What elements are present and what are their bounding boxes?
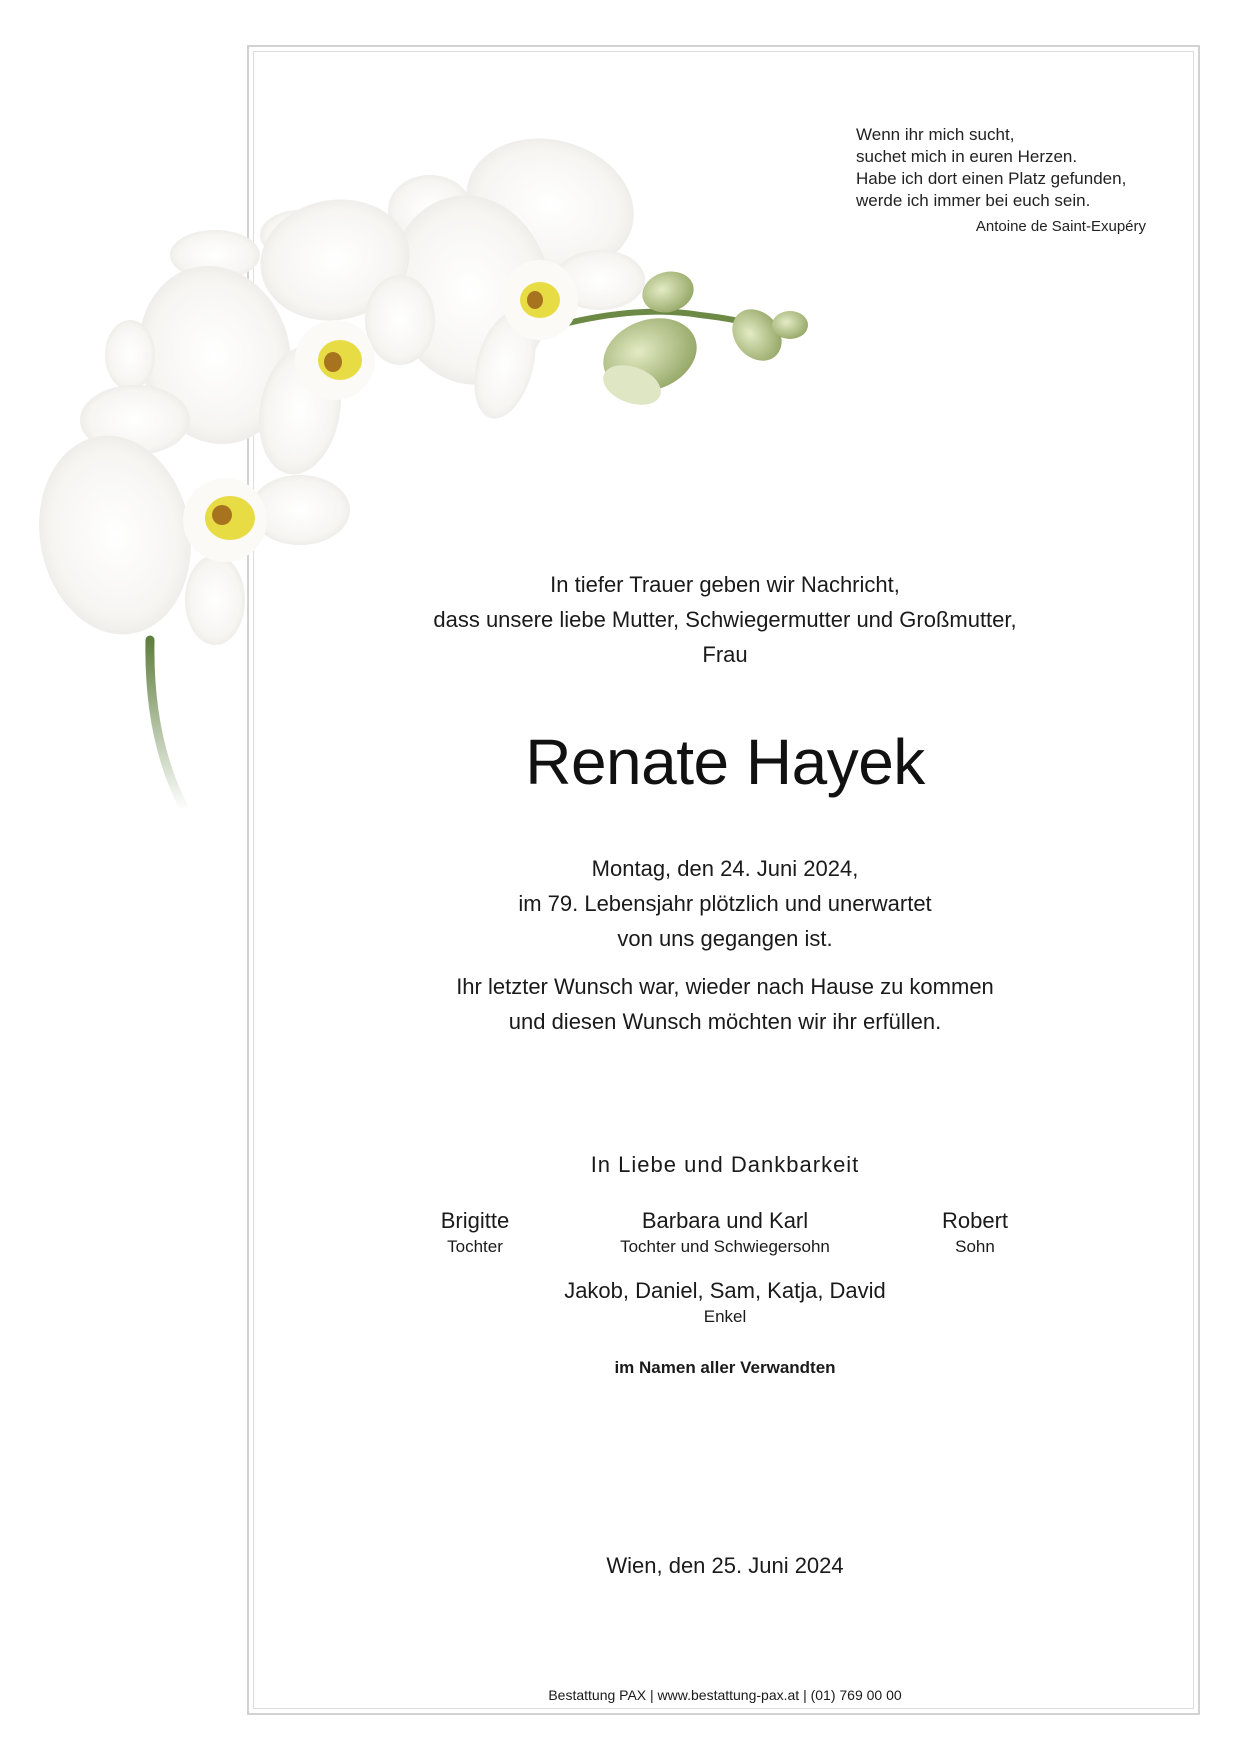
orchid-image	[0, 0, 830, 830]
footer-contact: Bestattung PAX | www.bestattung-pax.at | (01) 769 00 00	[548, 1687, 902, 1703]
announcement-intro	[360, 567, 1090, 672]
quote-line: werde ich immer bei euch sein.	[856, 191, 1091, 210]
mourner-name: Robert	[941, 1208, 1009, 1233]
deceased-name: Renate Hayek	[525, 726, 925, 798]
mourner	[500, 1277, 950, 1329]
intro-line: In tiefer Trauer geben wir Nachricht,	[550, 572, 900, 597]
mourner	[410, 1207, 540, 1259]
death-info	[360, 851, 1090, 956]
death-info-line: Montag, den 24. Juni 2024,	[591, 856, 859, 881]
wish-line: Ihr letzter Wunsch war, wieder nach Hause zu kommen	[456, 974, 994, 999]
thanks-heading: In Liebe und Dankbarkeit	[590, 1152, 860, 1177]
quote-line: suchet mich in euren Herzen.	[856, 147, 1078, 166]
death-info-line: von uns gegangen ist.	[617, 926, 833, 951]
mourner	[560, 1207, 890, 1259]
last-wish	[360, 969, 1090, 1039]
death-info-line: im 79. Lebensjahr plötzlich und unerwartet	[518, 891, 932, 916]
intro-line: Frau	[702, 642, 748, 667]
mourner	[905, 1207, 1045, 1259]
mourner-name: Jakob, Daniel, Sam, Katja, David	[564, 1278, 886, 1303]
relatives-note: im Namen aller Verwandten	[614, 1358, 836, 1377]
place-date: Wien, den 25. Juni 2024	[606, 1553, 844, 1578]
quote-line: Wenn ihr mich sucht,	[856, 125, 1015, 144]
mourner-role: Enkel	[703, 1307, 747, 1326]
mourner-name: Barbara und Karl	[641, 1208, 809, 1233]
mourner-name: Brigitte	[440, 1208, 510, 1233]
mourner-role: Sohn	[955, 1237, 995, 1256]
quote-line: Habe ich dort einen Platz gefunden,	[856, 169, 1127, 188]
quote-author: Antoine de Saint-Exupéry	[975, 218, 1146, 235]
mourner-role: Tochter und Schwiegersohn	[620, 1237, 830, 1256]
wish-line: und diesen Wunsch möchten wir ihr erfüllen.	[508, 1009, 942, 1034]
mourner-role: Tochter	[447, 1237, 503, 1256]
quote	[856, 124, 1146, 238]
intro-line: dass unsere liebe Mutter, Schwiegermutter und Großmutter,	[433, 607, 1017, 632]
